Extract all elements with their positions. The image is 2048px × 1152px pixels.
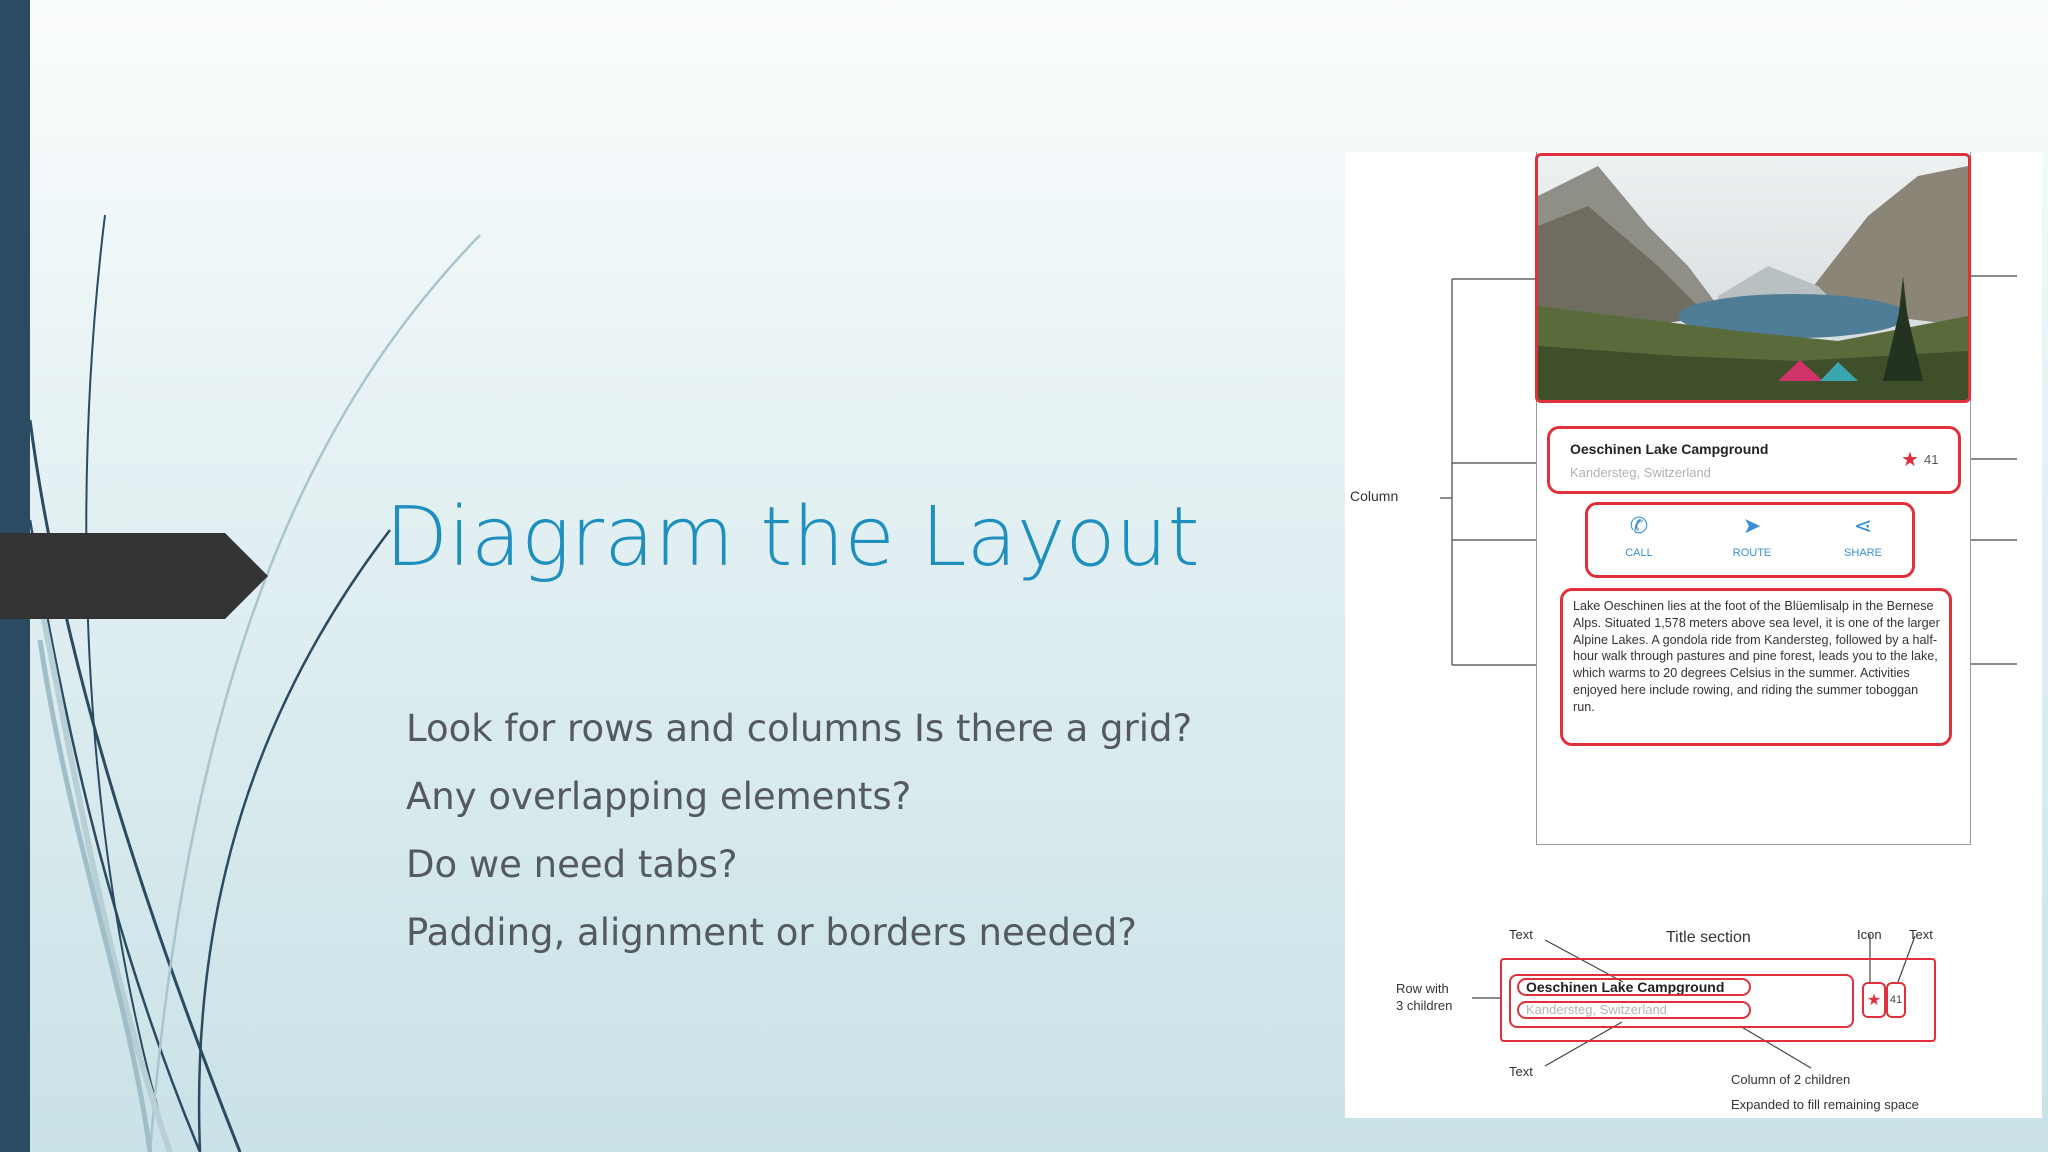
detail-rating: 41 xyxy=(1886,982,1906,1018)
bullet-item: Look for rows and columns Is there a grid? xyxy=(406,707,1193,750)
title-section-label: Title section xyxy=(1666,929,1751,946)
icon-label: Icon xyxy=(1857,927,1882,942)
column-label: Column xyxy=(1350,488,1399,504)
title-section-box xyxy=(1547,426,1961,494)
campground-location: Kandersteg, Switzerland xyxy=(1570,465,1711,480)
call-button[interactable]: ✆ CALL xyxy=(1594,513,1684,559)
action-buttons-row xyxy=(1585,502,1915,578)
text-label-bottom: Text xyxy=(1509,1064,1533,1079)
curve-7 xyxy=(40,640,150,1152)
bullet-list xyxy=(406,695,1276,967)
star-icon[interactable]: ★ xyxy=(1901,447,1919,471)
share-icon: ⋖ xyxy=(1853,514,1873,539)
bullet-item: Padding, alignment or borders needed? xyxy=(406,911,1137,954)
layout-diagram-image xyxy=(1345,152,2042,1118)
slide-title: Diagram the Layout xyxy=(385,490,1200,585)
description-text: Lake Oeschinen lies at the foot of the Blüemlisalp in the Bernese Alps. Situated 1,578 meters above sea level, it is one of the larger Alpine Lakes. A gondola ride from Kandersteg, followed by a half-hour walk through pastures and pine forest, leads you to the lake, which warms to 20 degrees Celsius in the summer. Activities enjoyed here include rowing, and riding the summer toboggan run. xyxy=(1573,599,1940,714)
route-button[interactable]: ➤ ROUTE xyxy=(1707,513,1797,559)
detail-star-icon: ★ xyxy=(1862,982,1886,1018)
campground-name: Oeschinen Lake Campground xyxy=(1570,441,1769,457)
bullet-item: Do we need tabs? xyxy=(406,843,738,886)
detail-campground-location: Kandersteg, Switzerland xyxy=(1517,1001,1751,1019)
row-label-line1: Row with xyxy=(1396,981,1449,996)
title-arrow-marker xyxy=(0,533,268,619)
curve-5 xyxy=(150,235,480,1152)
detail-campground-name: Oeschinen Lake Campground xyxy=(1517,978,1751,996)
description-section xyxy=(1560,588,1952,746)
row-label-line2: 3 children xyxy=(1396,998,1453,1013)
navigation-arrow-icon: ➤ xyxy=(1742,514,1762,539)
column-note-line1: Column of 2 children xyxy=(1731,1072,1851,1087)
text-label-top: Text xyxy=(1509,927,1533,942)
rating-count: 41 xyxy=(1924,452,1939,467)
share-button[interactable]: ⋖ SHARE xyxy=(1818,513,1908,559)
campground-photo xyxy=(1535,153,1971,403)
mountain-lake-image xyxy=(1538,156,1968,400)
text-label-right: Text xyxy=(1909,927,1933,942)
column-note-line2: Expanded to fill remaining space xyxy=(1731,1097,1919,1112)
curve-4 xyxy=(199,530,390,1152)
bullet-item: Any overlapping elements? xyxy=(406,775,912,818)
phone-icon: ✆ xyxy=(1629,514,1649,539)
